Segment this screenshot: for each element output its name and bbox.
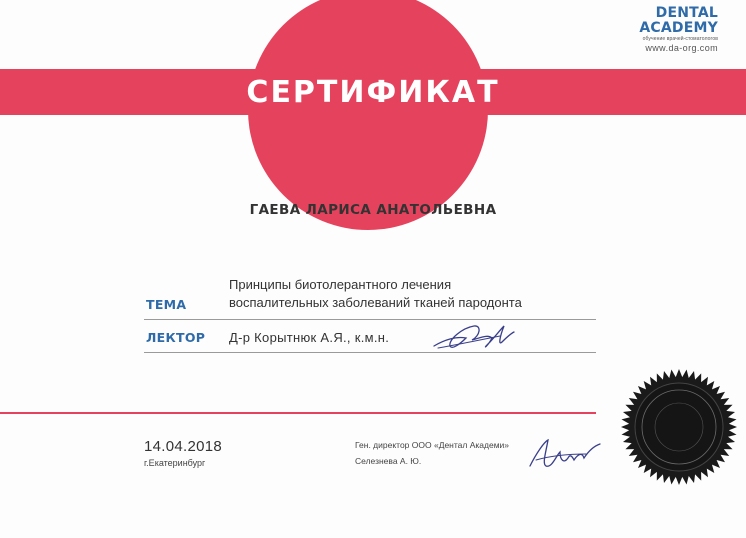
lecturer-signature-icon — [430, 316, 522, 360]
issue-date: 14.04.2018 — [144, 438, 223, 455]
lecturer-label: ЛЕКТОР — [146, 330, 206, 345]
footer-divider — [0, 412, 596, 414]
issue-city: г.Екатеринбург — [144, 458, 206, 468]
director-signature-icon — [526, 434, 606, 476]
dental-academy-logo — [639, 6, 718, 54]
lecturer-divider — [144, 352, 596, 353]
topic-line-2: воспалительных заболеваний тканей пародонта — [229, 295, 522, 310]
logo-tagline: обучение врачей-стоматологов — [642, 36, 718, 42]
recipient-name: ГАЕВА ЛАРИСА АНАТОЛЬЕВНА — [249, 202, 497, 218]
certificate-title: СЕРТИФИКАТ — [246, 75, 500, 110]
gold-seal-icon — [618, 366, 740, 488]
topic-label: ТЕМА — [146, 297, 187, 312]
logo-line-2: ACADEMY — [639, 20, 718, 36]
lecturer-name: Д-р Корытнюк А.Я., к.м.н. — [229, 330, 390, 345]
logo-url: www.da-org.com — [645, 43, 718, 53]
director-name: Селезнева А. Ю. — [355, 456, 422, 466]
logo-line-1: DENTAL — [655, 5, 718, 21]
director-title: Ген. директор ООО «Дентал Академи» — [355, 440, 510, 450]
topic-text — [229, 276, 522, 312]
topic-divider — [144, 319, 596, 320]
banner-circle — [248, 0, 488, 230]
topic-line-1: Принципы биотолерантного лечения — [229, 277, 452, 292]
